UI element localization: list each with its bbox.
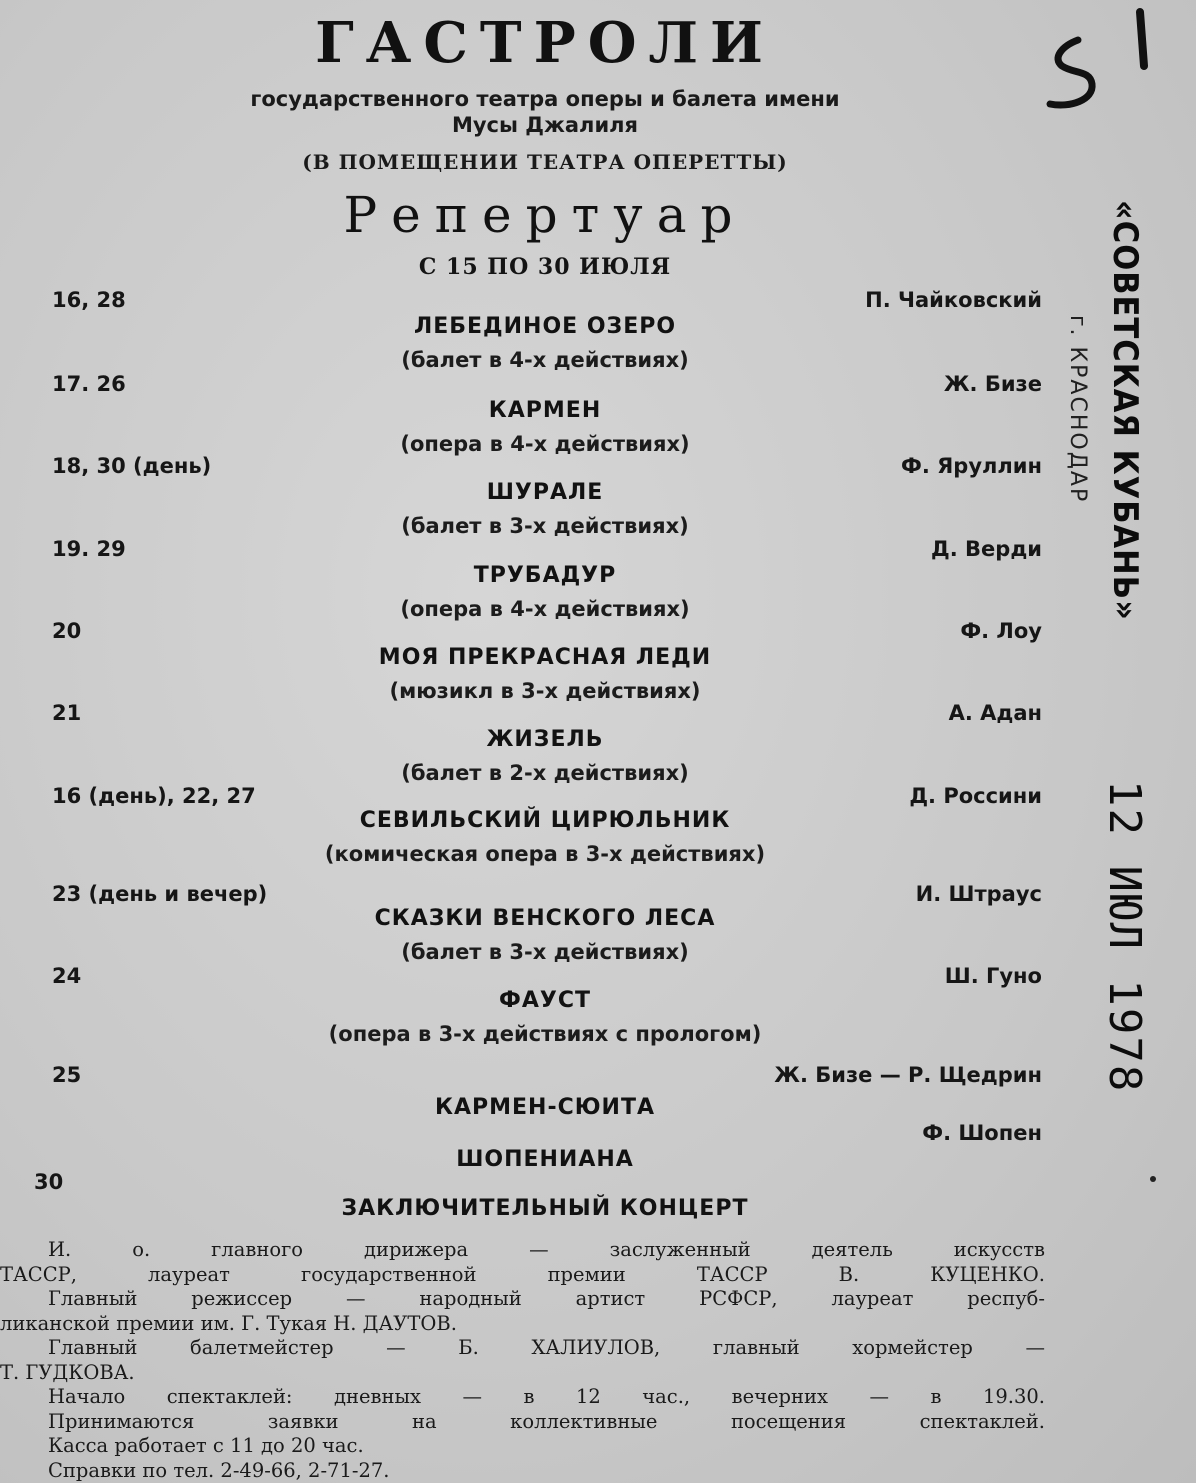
credits-line: Т. ГУДКОВА. (0, 1360, 135, 1384)
credits-line: ТАССР, лауреат государственной премии ТАССР В. КУЦЕНКО. (0, 1262, 1045, 1286)
newspaper-stamp-text: «СОВЕТСКАЯ КУБАНЬ» (1105, 200, 1145, 621)
main-title: ГАСТРОЛИ (315, 10, 775, 76)
composer: Д. Россини (909, 784, 1042, 808)
performance-date: 21 (52, 701, 82, 725)
performance-date: 23 (день и вечер) (52, 882, 268, 906)
composer: А. Адан (948, 701, 1042, 725)
performance-genre: (балет в 2-х действиях) (401, 761, 689, 785)
performance-genre: (мюзикл в 3-х действиях) (389, 679, 701, 703)
programme-item (0, 784, 1090, 866)
handwritten-mark-icon (1040, 0, 1196, 120)
performance-title: ТРУБАДУР (473, 563, 617, 588)
credits (0, 1238, 1045, 1483)
programme-item (0, 537, 1090, 621)
theatre-name (0, 86, 1090, 138)
programme-item (0, 882, 1090, 964)
performance-title: ФАУСТ (499, 988, 591, 1013)
performance-date: 16, 28 (52, 288, 126, 312)
theatre-name-line1: государственного театра оперы и балета имени (250, 87, 840, 111)
performance-title: ШОПЕНИАНА (456, 1147, 634, 1172)
period: С 15 ПО 30 ИЮЛЯ (418, 254, 672, 280)
credits-line: Начало спектаклей: дневных — в 12 час., вечерних — в 19.30. (48, 1385, 1045, 1408)
performance-title: ЛЕБЕДИНОЕ ОЗЕРО (413, 314, 677, 339)
performance-title: СЕВИЛЬСКИЙ ЦИРЮЛЬНИК (359, 808, 731, 833)
performance-title: ЗАКЛЮЧИТЕЛЬНЫЙ КОНЦЕРТ (341, 1196, 749, 1221)
performance-date: 18, 30 (день) (52, 454, 212, 478)
performance-title: КАРМЕН-СЮИТА (434, 1095, 655, 1120)
credits-line: ликанской премии им. Г. Тукая Н. ДАУТОВ. (0, 1311, 457, 1335)
programme-item (0, 701, 1090, 785)
programme-item (0, 1063, 1090, 1172)
performance-genre: (опера в 4-х действиях) (400, 432, 690, 456)
performance-date: 19. 29 (52, 537, 126, 561)
programme-item (0, 619, 1090, 703)
performance-title: ЖИЗЕЛЬ (486, 727, 604, 752)
city-stamp: г. КРАСНОДАР (1065, 315, 1090, 504)
credits-line: Главный балетмейстер — Б. ХАЛИУЛОВ, главный хормейстер — (48, 1336, 1045, 1359)
performance-date: 16 (день), 22, 27 (52, 784, 256, 808)
composer: И. Штраус (915, 882, 1042, 906)
programme-item (0, 964, 1090, 1046)
credits-line: Касса работает с 11 до 20 час. (48, 1434, 364, 1457)
credits-line: Принимаются заявки на коллективные посещения спектаклей. (48, 1409, 1045, 1433)
performance-genre: (опера в 3-х действиях с прологом) (328, 1022, 762, 1046)
performance-title: КАРМЕН (488, 398, 602, 423)
composer: Ф. Шопен (922, 1121, 1042, 1145)
performance-date: 30 (34, 1170, 64, 1194)
performance-genre: (балет в 3-х действиях) (401, 514, 689, 538)
venue-note: (В ПОМЕЩЕНИИ ТЕАТРА ОПЕРЕТТЫ) (302, 150, 788, 174)
performance-date: 17. 26 (52, 372, 126, 396)
composer: Ш. Гуно (944, 964, 1042, 988)
performance-date: 20 (52, 619, 82, 643)
performance-genre: (опера в 4-х действиях) (400, 597, 690, 621)
composer: Ф. Яруллин (901, 454, 1042, 478)
performance-title: МОЯ ПРЕКРАСНАЯ ЛЕДИ (378, 645, 712, 670)
programme-item (0, 1170, 1090, 1221)
performance-date: 24 (52, 964, 82, 988)
programme-item (0, 288, 1090, 372)
performance-genre: (балет в 4-х действиях) (401, 348, 689, 372)
performance-title: СКАЗКИ ВЕНСКОГО ЛЕСА (374, 906, 716, 931)
credits-line: И. о. главного дирижера — заслуженный деятель искусств (48, 1238, 1045, 1261)
credits-line: Справки по тел. 2-49-66, 2-71-27. (48, 1458, 390, 1482)
composer: Д. Верди (931, 537, 1042, 561)
composer: П. Чайковский (865, 288, 1042, 312)
composer: Ж. Бизе — Р. Щедрин (774, 1063, 1042, 1087)
performance-date: 25 (52, 1063, 82, 1087)
performance-genre: (комическая опера в 3-х действиях) (324, 842, 766, 866)
theatre-name-line2: Мусы Джалиля (451, 113, 639, 137)
composer: Ф. Лоу (960, 619, 1042, 643)
programme-item (0, 454, 1090, 538)
stamp-dot (1150, 1176, 1156, 1182)
date-stamp: 12 ИЮЛ 1978 (1099, 780, 1150, 1094)
performance-title: ШУРАЛЕ (486, 480, 604, 505)
newspaper-stamp (1105, 200, 1145, 670)
credits-line: Главный режиссер — народный артист РСФСР, лауреат респуб- (48, 1287, 1045, 1310)
repertoire-heading: Репертуар (343, 186, 747, 244)
programme-item (0, 372, 1090, 456)
composer: Ж. Бизе (943, 372, 1042, 396)
performance-genre: (балет в 3-х действиях) (401, 940, 689, 964)
